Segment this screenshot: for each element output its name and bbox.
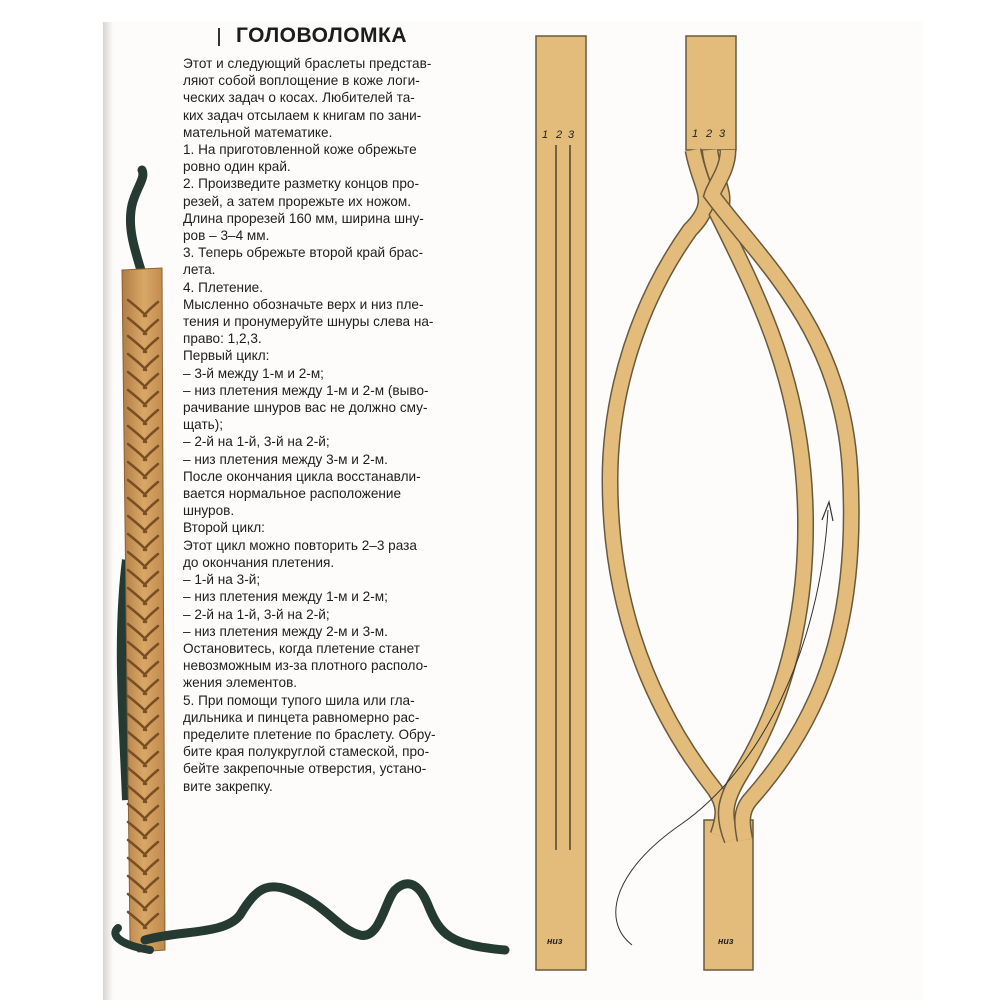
text-line: – низ плетения между 1-м и 2-м; (183, 589, 388, 605)
text-line: щать); (183, 417, 224, 433)
text-line: ческих задач о косах. Любителей та- (183, 90, 415, 106)
text-line: невозможным из-за плотного располо- (183, 658, 428, 674)
text-line: рачивание шнуров вас не должно сму- (183, 400, 428, 416)
strand-num-3: 3 (719, 128, 726, 140)
text-line: ких задач отсылаем к книгам по зани- (183, 107, 422, 123)
text-line: – низ плетения между 2-м и 3-м. (183, 623, 388, 639)
text-line: пределите плетение по браслету. Обру- (183, 726, 436, 742)
strand-num-3: 3 (568, 129, 575, 141)
text-line: ровно один край. (183, 159, 291, 175)
text-line: лета. (183, 262, 216, 278)
text-line: – 2-й на 1-й, 3-й на 2-й; (183, 606, 330, 622)
text-line: 4. Плетение. (183, 279, 263, 295)
text-line: резей, а затем прорежьте их ножом. (183, 193, 412, 209)
text-line: бейте закрепочные отверстия, устано- (183, 761, 427, 777)
text-line: Второй цикл: (183, 520, 265, 536)
text-line: мательной математике. (183, 124, 333, 140)
heading-marker (218, 28, 220, 46)
text-line: После окончания цикла восстанавли- (183, 468, 421, 484)
text-line: Длина прорезей 160 мм, ширина шну- (183, 210, 424, 226)
strand-num-2: 2 (556, 129, 563, 141)
text-line: Первый цикл: (183, 348, 270, 364)
text-line: тения и пронумеруйте шнуры слева на- (183, 314, 434, 330)
text-line: Этот цикл можно повторить 2–3 раза (183, 537, 417, 553)
bottom-label: низ (718, 936, 734, 946)
text-line: до окончания плетения. (183, 554, 335, 570)
text-line: Мысленно обозначьте верх и низ пле- (183, 296, 424, 312)
page-heading: ГОЛОВОЛОМКА (236, 24, 408, 47)
text-line: бите края полукруглой стамеской, про- (183, 744, 430, 760)
strand-left-outline (610, 150, 723, 835)
text-line: ляют собой воплощение в коже логи- (183, 73, 420, 89)
text-line: жения элементов. (183, 675, 298, 691)
strip-left (536, 36, 586, 970)
text-line: ров – 3–4 мм. (183, 228, 270, 244)
text-line: Этот и следующий браслеты представ- (183, 56, 432, 71)
text-line: вите закрепку. (183, 778, 273, 794)
text-line: 2. Произведите разметку концов про- (183, 176, 420, 192)
text-line: – 2-й на 1-й, 3-й на 2-й; (183, 434, 330, 450)
text-line: 1. На приготовленной коже обрежьте (183, 142, 417, 158)
text-line: Остановитесь, когда плетение станет (183, 640, 420, 656)
bottom-label: низ (547, 936, 563, 946)
strand-num-1: 1 (692, 128, 699, 140)
text-line: дильника и пинцета равномерно рас- (183, 709, 420, 725)
strand-num-2: 2 (706, 128, 713, 140)
text-line: вается нормальное расположение (183, 486, 402, 502)
text-line: – низ плетения между 1-м и 2-м (выво- (183, 382, 429, 398)
diagram-right (610, 36, 851, 970)
text-line: шнуров. (183, 503, 235, 519)
diagram-left (536, 36, 586, 970)
instructions-text (183, 55, 513, 795)
text-line: 5. При помощи тупого шила или гла- (183, 692, 415, 708)
text-line: 3. Теперь обрежьте второй край брас- (183, 245, 424, 261)
text-line: право: 1,2,3. (183, 331, 262, 347)
text-line: – низ плетения между 3-м и 2-м. (183, 451, 388, 467)
text-line: – 1-й на 3-й; (183, 572, 261, 588)
text-line: – 3-й между 1-м и 2-м; (183, 365, 324, 381)
strand-num-1: 1 (542, 129, 549, 141)
